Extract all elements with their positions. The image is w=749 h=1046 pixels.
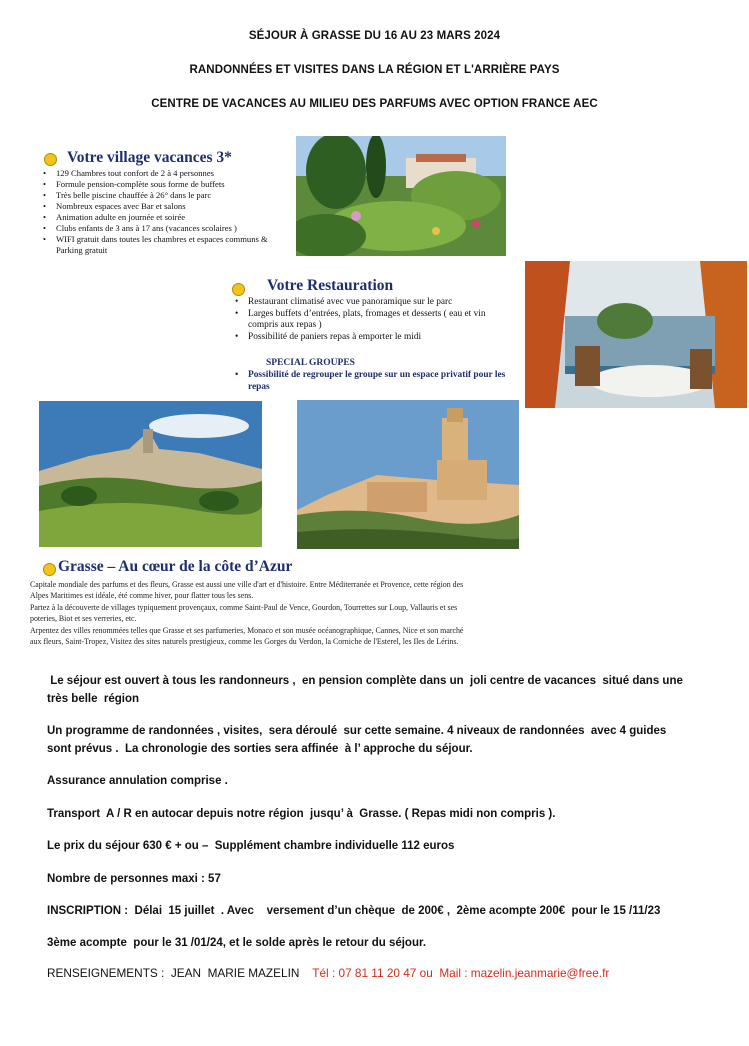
hilltop-village-photo [39, 401, 262, 547]
paragraph-intro [47, 672, 737, 708]
restaurant-title: Votre Restauration [267, 277, 394, 294]
text-line: Arpentez des villes renommées telles que Grasse et ses parfumeries, Monaco et son musée océanographique, Cannes, Nice et son marché [30, 625, 464, 635]
text-line: Alpes Maritimes est idéale, été comme hiver, pour flatter tous les sens. [30, 591, 254, 601]
text-line: très belle région [47, 693, 140, 705]
bullet-dot-icon [43, 563, 56, 576]
village-list [41, 168, 291, 256]
text-line: Un programme de randonnées , visites, sera déroulé sur cette semaine. 4 niveaux de randonnées avec 4 guides [47, 725, 667, 737]
village-title: Votre village vacances 3* [67, 149, 232, 166]
doc-title: SÉJOUR À GRASSE DU 16 AU 23 MARS 2024 [248, 30, 501, 42]
grasse-title: Grasse – Au cœur de la côte d’Azur [58, 558, 293, 575]
village-garden-photo [296, 136, 506, 256]
paragraph-max-people: Nombre de personnes maxi : 57 [47, 873, 221, 885]
paragraph-registration: INSCRIPTION : Délai 15 juillet . Avec versement d’un chèque de 200€ , 2ème acompte 200€ pour le 15 /11/23 [47, 905, 661, 917]
grasse-town-photo [297, 400, 519, 549]
list-item: • Restaurant climatisé avec vue panoramique sur le parc [233, 297, 513, 309]
list-item: • Animation adulte en journée et soirée [41, 212, 291, 223]
text-line: poteries, Biot et ses verreries, etc. [30, 614, 137, 624]
special-groups-title: SPECIAL GROUPES [266, 358, 355, 368]
contact-mail[interactable]: ou Mail : mazelin.jeanmarie@free.fr [416, 966, 610, 980]
bullet-dot-icon [44, 153, 57, 166]
grasse-description [30, 579, 550, 647]
list-item: • 129 Chambres tout confort de 2 à 4 personnes [41, 168, 291, 179]
list-item: • Possibilité de paniers repas à emporter le midi [233, 332, 513, 344]
special-groups-list [233, 370, 513, 393]
list-item: • Nombreux espaces avec Bar et salons [41, 201, 291, 212]
bullet-dot-icon [232, 283, 245, 296]
text-line: Capitale mondiale des parfums et des fleurs, Grasse est aussi une ville d'art et d'histoire. Entre Méditerranée et Provence, cette région des [30, 580, 464, 589]
text-line: Partez à la découverte de villages typiquement provençaux, comme Saint-Paul de Vence, Gourdon, Tourrettes sur Loup, Vallauris et ses [30, 602, 458, 612]
list-item: • Très belle piscine chauffée à 26° dans le parc [41, 190, 291, 201]
list-item: • Possibilité de regrouper le groupe sur un espace privatif pour les repas [233, 370, 513, 393]
paragraph-transport: Transport A / R en autocar depuis notre région jusqu’ à Grasse. ( Repas midi non compris ). [47, 808, 556, 820]
list-item: • Clubs enfants de 3 ans à 17 ans (vacances scolaires ) [41, 223, 291, 234]
doc-subtitle-2: CENTRE DE VACANCES AU MILIEU DES PARFUMS AVEC OPTION FRANCE AEC [151, 98, 598, 110]
paragraph-price: Le prix du séjour 630 € + ou – Supplément chambre individuelle 112 euros [47, 840, 455, 852]
paragraph-deposit: 3ème acompte pour le 31 /01/24, et le solde après le retour du séjour. [47, 937, 427, 949]
paragraph-insurance: Assurance annulation comprise . [47, 775, 228, 787]
contact-phone[interactable]: Tél : 07 81 11 20 47 [312, 966, 417, 980]
list-item: • Larges buffets d’entrées, plats, fromages et desserts ( eau et vin compris aux repas ) [233, 309, 513, 332]
doc-subtitle: RANDONNÉES ET VISITES DANS LA RÉGION ET L'ARRIÈRE PAYS [189, 64, 560, 76]
text-line: sont prévus . La chronologie des sorties sera affinée à l’ approche du séjour. [47, 743, 473, 755]
restaurant-list [233, 297, 513, 343]
paragraph-program [47, 722, 737, 758]
restaurant-terrace-photo [525, 261, 747, 408]
text-line: Le séjour est ouvert à tous les randonneurs , en pension complète dans un joli centre de vacances situé dans une [47, 675, 683, 687]
contact-line [47, 966, 609, 980]
list-item: • Formule pension-complète sous forme de buffets [41, 179, 291, 190]
text-line: aux fleurs, Saint-Tropez, Visitez des sites naturels prestigieux, comme les Gorges du Verdon, la Corniche de l'Esterel, les Iles de Lérins. [30, 637, 459, 647]
contact-label: RENSEIGNEMENTS : JEAN MARIE MAZELIN [47, 966, 300, 980]
list-item: • WIFI gratuit dans toutes les chambres et espaces communs & Parking gratuit [41, 234, 291, 256]
